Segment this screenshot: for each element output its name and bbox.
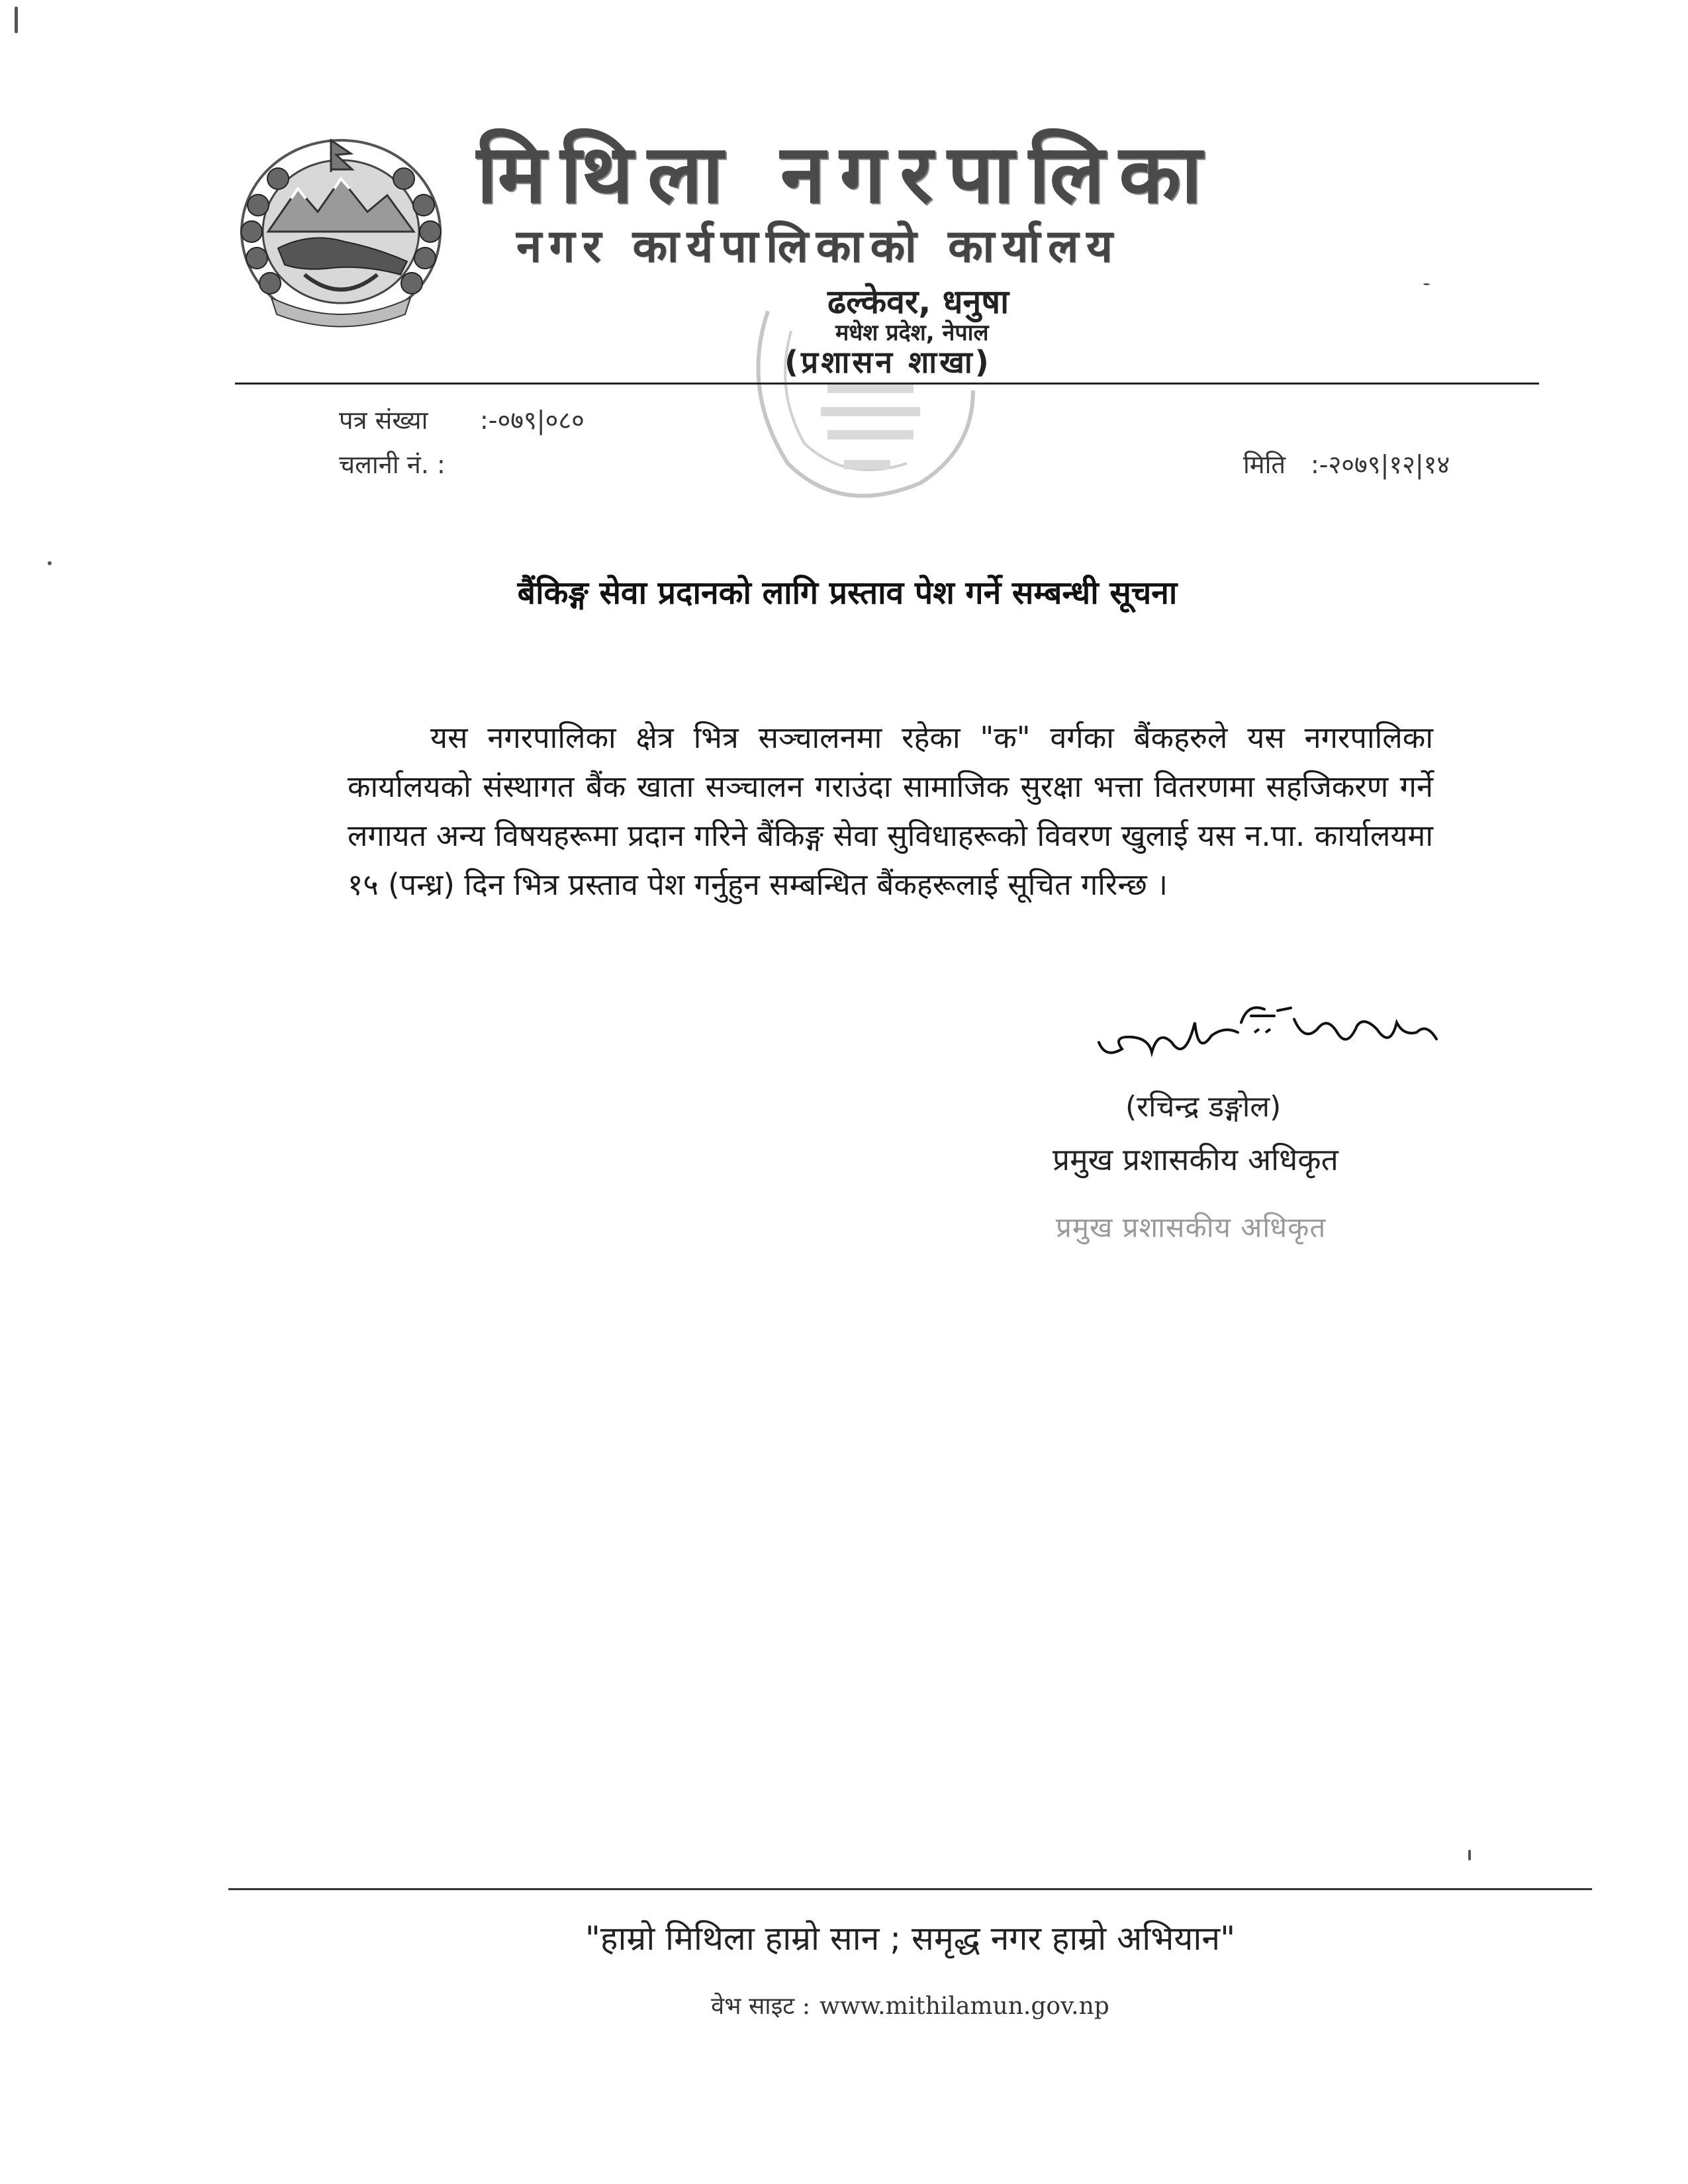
footer-divider: [228, 1888, 1592, 1890]
coat-of-arms-emblem: [232, 132, 450, 331]
office-province: मधेश प्रदेश, नेपाल: [835, 320, 989, 346]
scan-speck: [1423, 283, 1430, 285]
notice-subject: बैंकिङ्ग सेवा प्रदानको लागि प्रस्ताव पेश गर्ने सम्बन्धी सूचना: [517, 574, 1178, 612]
office-name: नगर कार्यपालिकाको कार्यालय: [516, 220, 1121, 273]
date-value: :-२०७९|१२|१४: [1311, 450, 1450, 479]
footer-website: [228, 1989, 1592, 2021]
notice-body-text: यस नगरपालिका क्षेत्र भित्र सञ्चालनमा रहेका "क" वर्गका बैंकहरुले यस नगरपालिका कार्यालयको संस्थागत बैंक खाता सञ्चालन गराउंदा सामाजिक सुरक्षा भत्ता वितरणमा सहजिकरण गर्ने लगायत अन्य विषयहरूमा प्रदान गरिने बैंकिङ्ग सेवा सुविधाहरूको विवरण खुलाई यस न.पा. कार्यालयमा १५ (पन्ध्र) दिन भित्र प्रस्ताव पेश गर्नुहुन सम्बन्धित बैंकहरूलाई सूचित गरिन्छ ।: [348, 720, 1433, 902]
scan-speck: [48, 561, 52, 565]
footer-motto: "हाम्रो मिथिला हाम्रो सान ; समृद्ध नगर हाम्रो अभियान": [585, 1919, 1236, 1958]
signatory-title: प्रमुख प्रशासकीय अधिकृत: [1053, 1142, 1338, 1177]
dispatch-number-label: चलानी नं. :: [339, 450, 445, 479]
scan-speck: [1468, 1850, 1471, 1860]
date-label: मिति: [1243, 450, 1286, 479]
handwritten-signature: [1086, 996, 1456, 1089]
website-url[interactable]: www.mithilamun.gov.np: [820, 1993, 1109, 2020]
signatory-designation-stamp: प्रमुख प्रशासकीय अधिकृत: [1056, 1211, 1327, 1244]
municipality-name: मिथिला नगरपालिका: [477, 126, 1217, 221]
scan-speck: [15, 7, 18, 33]
website-label: वेभ साइट :: [711, 1993, 810, 2020]
office-seal-stamp: [728, 271, 993, 516]
signatory-name: (रचिन्द्र डङ्गोल): [1125, 1090, 1282, 1124]
office-address: ढल्केवर, धनुषा: [827, 283, 1009, 321]
header-divider: [235, 383, 1539, 385]
letter-number-value: :-०७९|०८०: [480, 406, 585, 435]
letter-number-label: पत्र संख्या: [339, 406, 428, 435]
notice-body: [348, 713, 1433, 909]
office-branch: (प्रशासन शाखा): [784, 344, 992, 380]
